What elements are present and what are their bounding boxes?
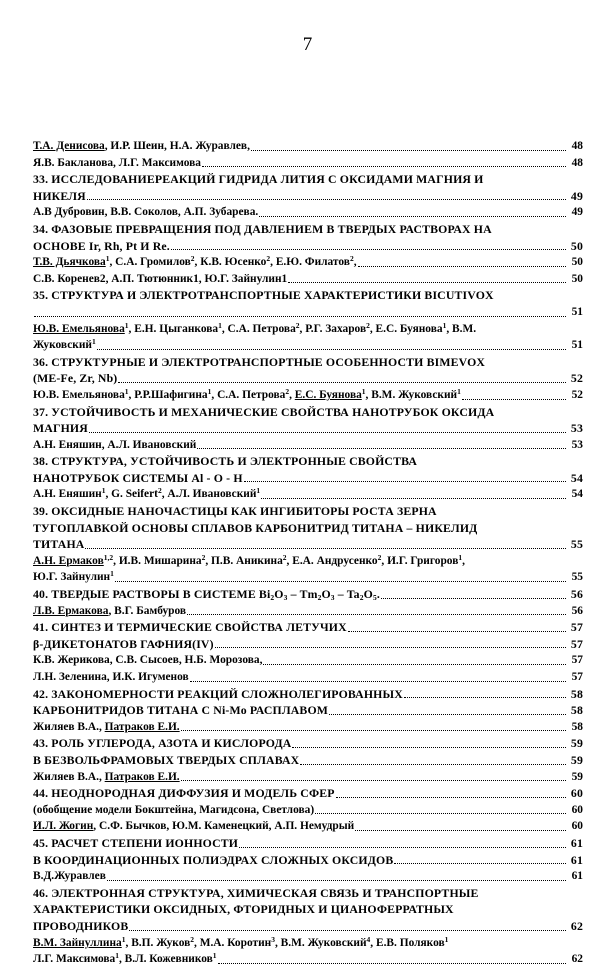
entry-text-fragment: , М.А. Коротин — [194, 936, 272, 949]
toc-author-line — [33, 204, 583, 221]
affiliation-superscript: 2 — [377, 552, 382, 562]
toc-entry-text — [33, 337, 96, 354]
toc-page-number: 59 — [571, 770, 583, 783]
affiliation-superscript: 1 — [207, 386, 212, 396]
dot-leader — [251, 150, 566, 151]
toc-title-line — [33, 354, 583, 371]
dot-leader — [34, 316, 566, 317]
toc-title-line — [33, 752, 583, 769]
entry-text-fragment: А.В Дубровин, В.В. Соколов, А.П. Зубарева. — [33, 206, 259, 219]
entry-text-fragment: . — [376, 587, 380, 602]
toc-author-line — [33, 387, 583, 404]
affiliation-superscript: 2 — [190, 934, 195, 944]
toc-entry-text — [33, 735, 291, 752]
toc-title-line — [33, 735, 583, 752]
toc-title-line — [33, 404, 583, 421]
entry-text-fragment: Л.Н. Зеленина, И.К. Игуменов — [33, 671, 189, 683]
toc-entry-text — [33, 603, 186, 620]
entry-text-fragment: , — [353, 256, 357, 269]
toc-title-line — [33, 453, 583, 470]
toc-page-number: 55 — [571, 571, 583, 584]
entry-text-fragment: , С.А. Громилов — [109, 256, 191, 269]
toc-page-number: 50 — [570, 238, 583, 253]
entry-text-fragment: ОСНОВЕ Ir, Rh, Pt И Re. — [33, 238, 170, 253]
dot-leader — [336, 797, 566, 798]
toc-page-number: 60 — [571, 803, 583, 816]
toc-entry-text — [33, 238, 170, 255]
formula-subscript: 3 — [283, 593, 288, 603]
toc-page-number: 48 — [571, 156, 583, 169]
toc-entry-text — [33, 254, 357, 271]
entry-text-fragment: (ME-Fe, Zr, Nb) — [33, 371, 118, 386]
affiliation-superscript: 1 — [212, 951, 217, 961]
toc-author-line — [33, 652, 583, 669]
dot-leader — [358, 266, 566, 267]
affiliation-superscript: 2 — [349, 254, 354, 264]
entry-text-fragment: Патраков Е.И. — [104, 770, 180, 783]
toc-page-number: 52 — [571, 388, 583, 401]
toc-entry-text — [33, 370, 117, 387]
toc-entry-text — [33, 636, 214, 653]
toc-entry-text — [33, 901, 454, 918]
entry-text-fragment: , В.Л. Кожевников — [118, 953, 213, 966]
entry-text-fragment: , Е.Ю. Филатов — [270, 256, 350, 269]
toc-page-number: 51 — [571, 339, 583, 352]
affiliation-superscript: 1 — [218, 320, 222, 330]
toc-title-line — [33, 686, 583, 703]
toc-entry-text — [33, 536, 84, 553]
dot-leader — [259, 216, 566, 217]
entry-text-fragment: O — [363, 587, 373, 602]
toc-author-line — [33, 719, 583, 736]
affiliation-superscript: 1 — [105, 254, 110, 264]
entry-text-fragment: Жиляев В.А., — [33, 720, 105, 733]
toc-entry-text — [33, 652, 262, 669]
affiliation-superscript: 2 — [282, 552, 287, 562]
entry-text-fragment: Л.В. Ермакова — [33, 604, 109, 617]
toc-author-line — [33, 951, 583, 968]
affiliation-superscript: 3 — [271, 934, 275, 944]
toc-page-number: 58 — [571, 720, 583, 733]
dot-leader — [348, 631, 566, 632]
toc-title-line — [33, 221, 583, 238]
toc-entry-text — [33, 221, 492, 238]
toc-page-number: 57 — [571, 671, 583, 683]
toc-page-number: 52 — [570, 371, 583, 386]
dot-leader — [244, 481, 566, 482]
toc-entry-text — [33, 868, 106, 885]
dot-leader — [288, 282, 566, 283]
affiliation-superscript: 2 — [366, 320, 370, 330]
entry-text-fragment: 38. СТРУКТУРА, УСТОЙЧИВОСТЬ И ЭЛЕКТРОННЫЕ СВОЙСТВА — [33, 454, 418, 469]
entry-text-fragment: КАРБОНИТРИДОВ ТИТАНА С Ni-Mo РАСПЛАВОМ — [33, 703, 329, 718]
affiliation-superscript: 2 — [285, 386, 290, 396]
affiliation-superscript: 4 — [366, 934, 371, 944]
toc-title-line — [33, 520, 583, 537]
entry-text-fragment: , Е.Н. Цыганкова — [128, 322, 219, 335]
dot-leader — [129, 930, 566, 931]
toc-title-line — [33, 470, 583, 487]
entry-text-fragment: , К.В. Юсенко — [194, 256, 267, 269]
toc-entry-text — [33, 420, 88, 437]
toc-entry-text — [33, 503, 437, 520]
entry-text-fragment: , — [289, 388, 295, 401]
toc-page-number: 62 — [571, 953, 583, 966]
toc-author-line — [33, 486, 583, 503]
entry-text-fragment: Ю.Г. Зайнулин — [33, 571, 111, 584]
affiliation-superscript: 1 — [121, 934, 126, 944]
toc-page-number: 49 — [571, 206, 583, 219]
dot-leader — [292, 747, 566, 748]
entry-text-fragment: O — [274, 587, 284, 602]
toc-title-line — [33, 619, 583, 636]
entry-text-fragment: В КООРДИНАЦИОННЫХ ПОЛИЭДРАХ СЛОЖНЫХ ОКСИДОВ — [33, 852, 394, 867]
toc-entry-text — [33, 271, 287, 288]
dot-leader — [218, 963, 566, 964]
dot-leader — [187, 614, 566, 615]
entry-text-fragment: , В.Г. Бамбуров — [108, 604, 187, 617]
entry-text-fragment: 44. НЕОДНОРОДНАЯ ДИФФУЗИЯ И МОДЕЛЬ СФЕР — [33, 786, 335, 801]
toc-entry-text — [33, 719, 180, 736]
toc-entry-text — [33, 769, 180, 786]
toc-entry-text — [33, 669, 189, 686]
toc-author-line — [33, 603, 583, 620]
dot-leader — [261, 498, 566, 499]
toc-page-number: 58 — [570, 686, 583, 701]
affiliation-superscript: 1 — [361, 386, 366, 396]
toc-author-line — [33, 868, 583, 885]
toc-page-number: 57 — [570, 620, 583, 635]
toc-entry-text — [33, 686, 403, 703]
entry-text-fragment: Л.Г. Максимова — [33, 953, 116, 966]
entry-text-fragment: ХАРАКТЕРИСТИКИ ОКСИДНЫХ, ФТОРИДНЫХ И ЦИАНОФЕРРАТНЫХ — [33, 902, 454, 917]
entry-text-fragment: Ю.В. Емельянова — [33, 322, 125, 335]
toc-page-number: 50 — [571, 272, 583, 285]
toc-page-number: 60 — [570, 786, 583, 801]
entry-text-fragment: , Е.С. Буянова — [369, 322, 443, 335]
entry-text-fragment: ПРОВОДНИКОВ — [33, 918, 129, 933]
entry-text-fragment: , В.М. Жуковский — [365, 388, 458, 401]
toc-author-line — [33, 569, 583, 586]
toc-page-number: 55 — [570, 537, 583, 552]
table-of-contents — [33, 138, 583, 968]
toc-entry-text — [33, 486, 260, 503]
entry-text-fragment: O — [321, 587, 331, 602]
dot-leader — [197, 448, 566, 449]
entry-text-fragment: А.Н. Еняшин, А.Л. Ивановский — [33, 438, 197, 451]
toc-author-line — [33, 935, 583, 952]
toc-entry-text — [33, 785, 335, 802]
entry-text-fragment: , П.В. Аникина — [205, 554, 283, 567]
toc-title-line — [33, 503, 583, 520]
dot-leader — [202, 166, 566, 167]
entry-text-fragment: В БЕЗВОЛЬФРАМОВЫХ ТВЕРДЫХ СПЛАВАХ — [33, 752, 300, 767]
toc-entry-text — [33, 951, 217, 968]
affiliation-superscript: 2 — [266, 254, 271, 264]
toc-entry-text — [33, 470, 243, 487]
dot-leader — [115, 581, 566, 582]
toc-author-line — [33, 304, 583, 321]
toc-page-number: 58 — [570, 703, 583, 718]
toc-page-number: 51 — [571, 305, 583, 318]
toc-page-number: 61 — [570, 852, 583, 867]
affiliation-superscript: 2 — [201, 552, 206, 562]
dot-leader — [190, 681, 566, 682]
entry-text-fragment: , И.Г. Григоров — [381, 554, 459, 567]
toc-title-line — [33, 420, 583, 437]
toc-title-line — [33, 835, 583, 852]
entry-text-fragment: , С.Ф. Бычков, Ю.М. Каменецкий, А.П. Немудрый — [93, 820, 355, 833]
entry-text-fragment: ТИТАНА — [33, 537, 85, 552]
toc-author-line — [33, 254, 583, 271]
toc-page-number: 53 — [571, 438, 583, 451]
toc-entry-text — [33, 188, 86, 205]
toc-page-number: 53 — [570, 421, 583, 436]
toc-entry-text — [33, 802, 314, 819]
toc-title-line — [33, 885, 583, 902]
toc-entry-text — [33, 387, 461, 404]
toc-entry-text — [33, 752, 299, 769]
formula-subscript: 2 — [270, 593, 275, 603]
affiliation-superscript: 2 — [190, 254, 195, 264]
entry-text-fragment: С.В. Коренев2, А.П. Тютюнник1, Ю.Г. Зайнулин1 — [33, 272, 288, 285]
toc-author-line — [33, 337, 583, 354]
entry-text-fragment: Патраков Е.И. — [104, 720, 180, 733]
toc-entry-text — [33, 437, 196, 454]
entry-text-fragment: В.Д.Журавлев — [33, 870, 106, 883]
entry-text-fragment: А.Н. Еняшин — [33, 488, 102, 501]
toc-title-line — [33, 171, 583, 188]
dot-leader — [215, 647, 566, 648]
affiliation-superscript: 1 — [124, 320, 129, 330]
affiliation-superscript: 1 — [115, 951, 119, 961]
toc-page-number: 48 — [571, 140, 583, 152]
toc-entry-text — [33, 520, 477, 537]
entry-text-fragment: НАНОТРУБОК СИСТЕМЫ Al - O - H — [33, 470, 243, 485]
toc-entry-text — [33, 204, 258, 221]
toc-page-number: 54 — [571, 488, 583, 501]
toc-page-number: 57 — [570, 636, 583, 651]
dot-leader — [107, 880, 566, 881]
affiliation-superscript: 1 — [442, 320, 447, 330]
toc-entry-text — [33, 852, 393, 869]
dot-leader — [263, 664, 566, 665]
entry-text-fragment: 40. ТВЕРДЫЕ РАСТВОРЫ В СИСТЕМЕ Bi — [33, 587, 271, 602]
dot-leader — [355, 830, 566, 831]
affiliation-superscript: 1 — [457, 386, 461, 396]
entry-text-fragment: 45. РАСЧЕТ СТЕПЕНИ ИОННОСТИ — [33, 835, 239, 850]
dot-leader — [118, 382, 566, 383]
toc-entry-text — [33, 138, 250, 155]
dot-leader — [181, 730, 566, 731]
toc-title-line — [33, 238, 583, 255]
entry-text-fragment: , — [462, 554, 465, 567]
entry-text-fragment: 36. СТРУКТУРНЫЕ И ЭЛЕКТРОТРАНСПОРТНЫЕ ОСОБЕННОСТИ BIMEVOX — [33, 354, 486, 369]
dot-leader — [181, 780, 566, 781]
formula-subscript: 2 — [359, 593, 364, 603]
affiliation-superscript: 1 — [444, 934, 449, 944]
toc-entry-text — [33, 702, 328, 719]
entry-text-fragment: , И.Р. Шеин, Н.А. Журавлев, — [104, 140, 250, 152]
formula-subscript: 3 — [330, 593, 335, 603]
toc-title-line — [33, 188, 583, 205]
toc-title-line — [33, 536, 583, 553]
affiliation-superscript: 1 — [110, 569, 114, 579]
entry-text-fragment: , В.М. — [446, 322, 477, 335]
dot-leader — [97, 349, 566, 350]
entry-text-fragment: , С.А. Петрова — [221, 322, 296, 335]
toc-author-line — [33, 138, 583, 155]
toc-author-line — [33, 802, 583, 819]
toc-page-number: 49 — [570, 188, 583, 203]
entry-text-fragment: МАГНИЯ — [33, 421, 88, 436]
entry-text-fragment: Т.В. Дьячкова — [33, 256, 106, 269]
toc-entry-text — [33, 586, 380, 603]
toc-page-number: 50 — [571, 256, 583, 269]
entry-text-fragment: – Tm — [287, 587, 318, 602]
toc-entry-text — [33, 553, 465, 570]
affiliation-superscript: 2 — [295, 320, 300, 330]
toc-author-line — [33, 553, 583, 570]
toc-author-line — [33, 769, 583, 786]
entry-text-fragment: 33. ИССЛЕДОВАНИЕРЕАКЦИЙ ГИДРИДА ЛИТИЯ С ОКСИДАМИ МАГНИЯ И — [33, 172, 484, 187]
entry-text-fragment: , А.Л. Ивановский — [161, 488, 257, 501]
dot-leader — [87, 199, 566, 200]
toc-author-line — [33, 155, 583, 172]
toc-page-number: 61 — [570, 835, 583, 850]
entry-text-fragment: 43. РОЛЬ УГЛЕРОДА, АЗОТА И КИСЛОРОДА — [33, 736, 292, 751]
toc-author-line — [33, 437, 583, 454]
toc-title-line — [33, 702, 583, 719]
toc-author-line — [33, 818, 583, 835]
toc-page-number: 54 — [570, 470, 583, 485]
toc-entry-text — [33, 404, 494, 421]
toc-title-line — [33, 636, 583, 653]
toc-author-line — [33, 321, 583, 338]
entry-text-fragment: – Ta — [334, 587, 360, 602]
toc-entry-text — [33, 155, 201, 172]
entry-text-fragment: , В.П. Жуков — [125, 936, 191, 949]
entry-text-fragment: Т.А. Денисова — [33, 140, 105, 152]
entry-text-fragment: 35. СТРУКТУРА И ЭЛЕКТРОТРАНСПОРТНЫЕ ХАРАКТЕРИСТИКИ BICUTIVOX — [33, 288, 494, 303]
toc-entry-text — [33, 619, 347, 636]
dot-leader — [404, 697, 566, 698]
toc-title-line — [33, 370, 583, 387]
entry-text-fragment: , G. Seifert — [105, 488, 158, 501]
formula-subscript: 5 — [372, 593, 377, 603]
toc-title-line — [33, 586, 583, 603]
entry-text-fragment: , Е.В. Поляков — [370, 936, 445, 949]
entry-text-fragment: Жиляев В.А., — [33, 770, 105, 783]
formula-subscript: 2 — [317, 593, 322, 603]
entry-text-fragment: Жуковский — [33, 339, 92, 352]
affiliation-superscript: 1 — [458, 552, 463, 562]
toc-page-number: 56 — [571, 604, 583, 617]
affiliation-superscript: 1 — [91, 337, 96, 347]
toc-page-number: 62 — [570, 918, 583, 933]
entry-text-fragment: Ю.В. Емельянова — [33, 388, 125, 401]
entry-text-fragment: 42. ЗАКОНОМЕРНОСТИ РЕАКЦИЙ СЛОЖНОЛЕГИРОВАННЫХ — [33, 686, 403, 701]
toc-title-line — [33, 901, 583, 918]
dot-leader — [462, 399, 566, 400]
toc-page-number: 59 — [570, 736, 583, 751]
toc-page-number: 60 — [571, 820, 583, 833]
affiliation-superscript: 2 — [157, 486, 162, 496]
entry-text-fragment: 39. ОКСИДНЫЕ НАНОЧАСТИЦЫ КАК ИНГИБИТОРЫ РОСТА ЗЕРНА — [33, 504, 437, 519]
dot-leader — [394, 863, 566, 864]
dot-leader — [300, 764, 566, 765]
entry-text-fragment: НИКЕЛЯ — [33, 188, 86, 203]
entry-text-fragment: В.М. Зайнуллина — [33, 936, 122, 949]
toc-title-line — [33, 785, 583, 802]
entry-text-fragment: ТУГОПЛАВКОЙ ОСНОВЫ СПЛАВОВ КАРБОНИТРИД ТИТАНА – НИКЕЛИД — [33, 520, 478, 535]
entry-text-fragment: Я.В. Бакланова, Л.Г. Максимова — [33, 156, 201, 169]
toc-entry-text — [33, 835, 238, 852]
entry-text-fragment: , Р.Р.Шафигина — [128, 388, 208, 401]
toc-entry-text — [33, 354, 485, 371]
toc-entry-text — [33, 453, 417, 470]
dot-leader — [171, 249, 566, 250]
entry-text-fragment: , Е.А. Андрусенко — [286, 554, 378, 567]
toc-page-number: 57 — [571, 654, 583, 667]
dot-leader — [239, 847, 566, 848]
entry-text-fragment: (обобщение модели Бокштейна, Магидсона, Светлова) — [33, 803, 315, 816]
entry-text-fragment: , В.М. Жуковский — [274, 936, 367, 949]
entry-text-fragment: 37. УСТОЙЧИВОСТЬ И МЕХАНИЧЕСКИЕ СВОЙСТВА НАНОТРУБОК ОКСИДА — [33, 404, 495, 419]
entry-text-fragment: β-ДИКЕТОНАТОВ ГАФНИЯ(IV) — [33, 636, 214, 651]
affiliation-superscript: 1,2 — [103, 552, 114, 562]
affiliation-superscript: 1 — [124, 386, 129, 396]
toc-entry-text — [33, 935, 448, 952]
toc-author-line — [33, 271, 583, 288]
entry-text-fragment: А.Н. Ермаков — [33, 554, 104, 567]
toc-entry-text — [33, 818, 354, 835]
dot-leader — [85, 548, 566, 549]
toc-author-line — [33, 669, 583, 686]
entry-text-fragment: , И.В. Мишарина — [113, 554, 202, 567]
toc-entry-text — [33, 287, 494, 304]
dot-leader — [89, 432, 566, 433]
toc-page-number: 59 — [570, 752, 583, 767]
toc-title-line — [33, 918, 583, 935]
toc-title-line — [33, 852, 583, 869]
page-number: 7 — [302, 34, 313, 55]
entry-text-fragment: К.В. Жерикова, С.В. Сысоев, Н.Б. Морозова, — [33, 654, 263, 667]
entry-text-fragment: Е.С. Буянова — [294, 388, 362, 401]
toc-page-number: 56 — [570, 587, 583, 602]
toc-entry-text — [33, 885, 479, 902]
dot-leader — [381, 598, 566, 599]
entry-text-fragment: , Р.Г. Захаров — [299, 322, 367, 335]
affiliation-superscript: 1 — [256, 486, 261, 496]
entry-text-fragment: 46. ЭЛЕКТРОННАЯ СТРУКТУРА, ХИМИЧЕСКАЯ СВЯЗЬ И ТРАНСПОРТНЫЕ — [33, 885, 479, 900]
toc-title-line — [33, 287, 583, 304]
dot-leader — [329, 714, 566, 715]
entry-text-fragment: 34. ФАЗОВЫЕ ПРЕВРАЩЕНИЯ ПОД ДАВЛЕНИЕМ В ТВЕРДЫХ РАСТВОРАХ НА — [33, 221, 492, 236]
entry-text-fragment: 41. СИНТЕЗ И ТЕРМИЧЕСКИЕ СВОЙСТВА ЛЕТУЧИХ — [33, 620, 347, 635]
entry-text-fragment: , С.А. Петрова — [211, 388, 286, 401]
toc-entry-text — [33, 321, 476, 338]
entry-text-fragment: И.Л. Жогин — [33, 820, 94, 833]
toc-entry-text — [33, 171, 484, 188]
affiliation-superscript: 1 — [101, 486, 106, 496]
toc-page-number: 61 — [571, 870, 583, 883]
toc-entry-text — [33, 569, 114, 586]
dot-leader — [315, 813, 566, 814]
toc-entry-text — [33, 918, 128, 935]
